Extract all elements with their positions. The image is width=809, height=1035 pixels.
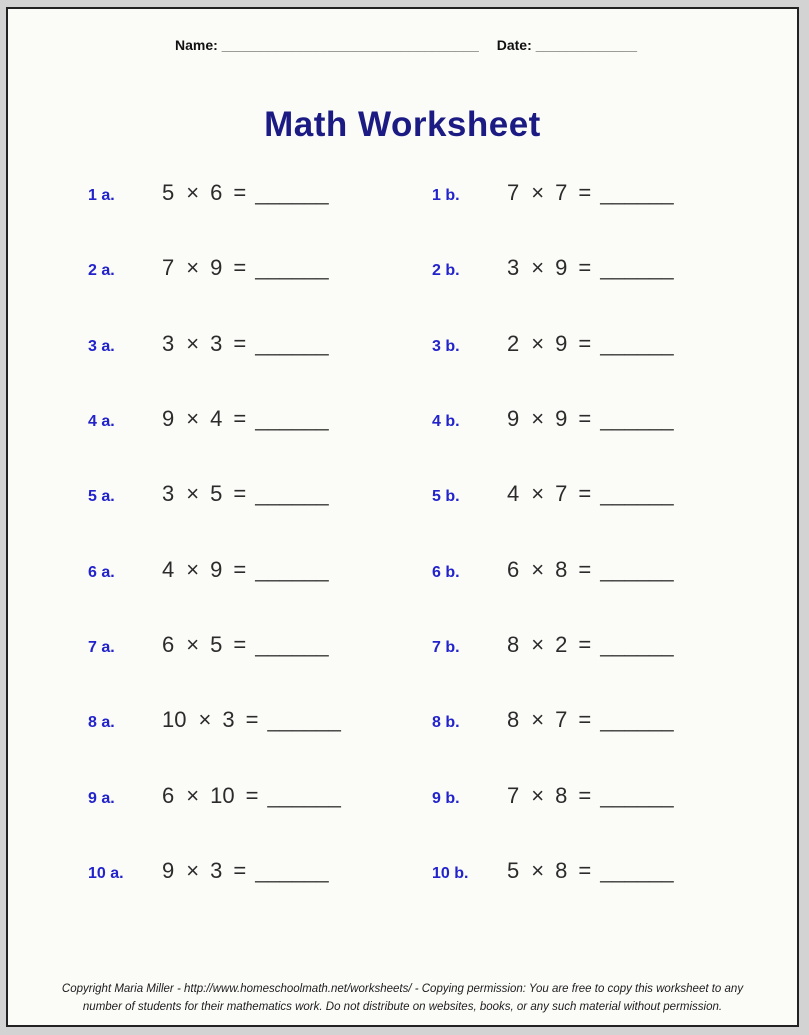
factor-2: 9 <box>555 331 568 356</box>
answer-blank: ______ <box>255 481 329 506</box>
times-sign: × <box>186 255 200 280</box>
answer-blank: ______ <box>600 180 674 205</box>
problem-row <box>8 481 797 511</box>
answer-blank: ______ <box>600 481 674 506</box>
times-sign: × <box>186 331 200 356</box>
factor-2: 8 <box>555 557 568 582</box>
equals-sign: = <box>233 180 247 205</box>
problem-number: 2 b. <box>432 262 460 279</box>
page-title: Math Worksheet <box>264 105 541 144</box>
equals-sign: = <box>233 331 247 356</box>
answer-blank: ______ <box>267 783 341 808</box>
answer-blank: ______ <box>600 783 674 808</box>
factor-2: 7 <box>555 180 568 205</box>
problem-number: 7 b. <box>432 639 460 656</box>
problem-5b <box>432 481 674 507</box>
problem-expression <box>507 783 674 809</box>
answer-blank: ______ <box>255 180 329 205</box>
problem-9b <box>432 783 674 809</box>
factor-1: 8 <box>507 632 520 657</box>
name-date-header <box>175 37 637 53</box>
factor-1: 7 <box>162 255 175 280</box>
problem-expression <box>507 180 674 206</box>
problem-number: 4 a. <box>88 413 115 430</box>
answer-blank: ______ <box>255 632 329 657</box>
equals-sign: = <box>233 557 247 582</box>
times-sign: × <box>186 557 200 582</box>
problem-number: 9 a. <box>88 790 115 807</box>
problem-expression <box>507 481 674 507</box>
equals-sign: = <box>578 707 592 732</box>
factor-2: 9 <box>555 255 568 280</box>
problem-5a <box>88 481 329 507</box>
problem-number: 10 a. <box>88 865 124 882</box>
problem-number: 4 b. <box>432 413 460 430</box>
times-sign: × <box>186 783 200 808</box>
answer-blank: ______ <box>600 406 674 431</box>
name-label: Name: <box>175 37 218 53</box>
equals-sign: = <box>245 707 259 732</box>
factor-1: 3 <box>507 255 520 280</box>
times-sign: × <box>531 783 545 808</box>
problem-number: 8 a. <box>88 714 115 731</box>
equals-sign: = <box>578 858 592 883</box>
problem-expression <box>162 331 329 357</box>
times-sign: × <box>531 707 545 732</box>
equals-sign: = <box>578 331 592 356</box>
factor-2: 4 <box>210 406 223 431</box>
factor-2: 7 <box>555 481 568 506</box>
problem-6b <box>432 557 674 583</box>
factor-1: 6 <box>507 557 520 582</box>
times-sign: × <box>198 707 212 732</box>
copyright-line-1: Copyright Maria Miller - http://www.homeschoolmath.net/worksheets/ - Copying permission: You are free to copy this worksheet to any <box>61 983 744 995</box>
factor-1: 6 <box>162 632 175 657</box>
problem-expression <box>507 858 674 884</box>
problem-8a <box>88 707 341 733</box>
times-sign: × <box>186 632 200 657</box>
factor-1: 5 <box>507 858 520 883</box>
factor-1: 9 <box>162 406 175 431</box>
problem-expression <box>162 180 329 206</box>
answer-blank: ______ <box>600 255 674 280</box>
times-sign: × <box>531 557 545 582</box>
problem-row <box>8 783 797 813</box>
factor-2: 3 <box>210 331 223 356</box>
problem-6a <box>88 557 329 583</box>
equals-sign: = <box>578 632 592 657</box>
problem-3a <box>88 331 329 357</box>
answer-blank: ______ <box>600 557 674 582</box>
factor-2: 5 <box>210 481 223 506</box>
answer-blank: ______ <box>255 331 329 356</box>
times-sign: × <box>186 481 200 506</box>
equals-sign: = <box>578 557 592 582</box>
answer-blank: ______ <box>255 255 329 280</box>
date-blank-line: _____________ <box>535 37 637 53</box>
problem-number: 5 b. <box>432 488 460 505</box>
problem-2a <box>88 255 329 281</box>
problem-4b <box>432 406 674 432</box>
answer-blank: ______ <box>255 858 329 883</box>
answer-blank: ______ <box>255 557 329 582</box>
factor-1: 8 <box>507 707 520 732</box>
factor-1: 7 <box>507 180 520 205</box>
times-sign: × <box>531 481 545 506</box>
factor-1: 6 <box>162 783 175 808</box>
problem-number: 10 b. <box>432 865 469 882</box>
answer-blank: ______ <box>600 632 674 657</box>
times-sign: × <box>186 406 200 431</box>
problem-expression <box>162 632 329 658</box>
times-sign: × <box>531 858 545 883</box>
equals-sign: = <box>578 255 592 280</box>
problem-row <box>8 632 797 662</box>
factor-2: 9 <box>210 255 223 280</box>
problem-row <box>8 331 797 361</box>
problem-2b <box>432 255 674 281</box>
factor-1: 4 <box>162 557 175 582</box>
problem-row <box>8 858 797 888</box>
problem-number: 9 b. <box>432 790 460 807</box>
problem-1b <box>432 180 674 206</box>
factor-1: 9 <box>507 406 520 431</box>
problem-expression <box>162 858 329 884</box>
answer-blank: ______ <box>600 331 674 356</box>
problem-expression <box>507 255 674 281</box>
factor-2: 8 <box>555 783 568 808</box>
problem-3b <box>432 331 674 357</box>
equals-sign: = <box>578 180 592 205</box>
problem-expression <box>507 557 674 583</box>
problem-number: 1 b. <box>432 187 460 204</box>
problem-row <box>8 180 797 210</box>
times-sign: × <box>531 180 545 205</box>
problem-expression <box>162 255 329 281</box>
problem-expression <box>162 707 341 733</box>
problem-7b <box>432 632 674 658</box>
problem-number: 6 a. <box>88 564 115 581</box>
worksheet-page <box>6 7 799 1027</box>
problem-number: 2 a. <box>88 262 115 279</box>
problem-1a <box>88 180 329 206</box>
problem-expression <box>162 557 329 583</box>
problem-number: 6 b. <box>432 564 460 581</box>
problem-number: 8 b. <box>432 714 460 731</box>
problem-number: 3 b. <box>432 338 460 355</box>
factor-2: 9 <box>210 557 223 582</box>
copyright-line-2: number of students for their mathematics work. Do not distribute on websites, books, or any such material without permission. <box>82 1001 723 1013</box>
equals-sign: = <box>245 783 259 808</box>
times-sign: × <box>531 406 545 431</box>
date-label: Date: <box>496 37 532 53</box>
problem-row <box>8 406 797 436</box>
problem-expression <box>507 632 674 658</box>
problem-expression <box>162 783 341 809</box>
factor-2: 3 <box>222 707 235 732</box>
times-sign: × <box>186 180 200 205</box>
times-sign: × <box>186 858 200 883</box>
problem-9a <box>88 783 341 809</box>
factor-2: 8 <box>555 858 568 883</box>
equals-sign: = <box>233 632 247 657</box>
name-blank-line: _________________________________ <box>221 37 479 53</box>
copyright-footer <box>8 980 797 1016</box>
problem-row <box>8 255 797 285</box>
problem-7a <box>88 632 329 658</box>
factor-2: 9 <box>555 406 568 431</box>
factor-1: 7 <box>507 783 520 808</box>
problem-expression <box>507 707 674 733</box>
problem-10a <box>88 858 329 884</box>
factor-1: 10 <box>162 707 187 732</box>
times-sign: × <box>531 331 545 356</box>
factor-1: 4 <box>507 481 520 506</box>
problem-number: 5 a. <box>88 488 115 505</box>
times-sign: × <box>531 255 545 280</box>
problem-expression <box>162 406 329 432</box>
equals-sign: = <box>233 255 247 280</box>
equals-sign: = <box>578 783 592 808</box>
factor-2: 2 <box>555 632 568 657</box>
factor-2: 3 <box>210 858 223 883</box>
problem-expression <box>507 331 674 357</box>
factor-1: 3 <box>162 331 175 356</box>
times-sign: × <box>531 632 545 657</box>
problem-number: 3 a. <box>88 338 115 355</box>
factor-2: 10 <box>210 783 235 808</box>
factor-1: 5 <box>162 180 175 205</box>
factor-2: 6 <box>210 180 223 205</box>
equals-sign: = <box>233 858 247 883</box>
factor-2: 7 <box>555 707 568 732</box>
factor-1: 3 <box>162 481 175 506</box>
problem-number: 7 a. <box>88 639 115 656</box>
problem-number: 1 a. <box>88 187 115 204</box>
answer-blank: ______ <box>267 707 341 732</box>
answer-blank: ______ <box>600 707 674 732</box>
factor-2: 5 <box>210 632 223 657</box>
answer-blank: ______ <box>255 406 329 431</box>
problem-expression <box>507 406 674 432</box>
answer-blank: ______ <box>600 858 674 883</box>
problem-8b <box>432 707 674 733</box>
factor-1: 9 <box>162 858 175 883</box>
equals-sign: = <box>233 406 247 431</box>
problem-4a <box>88 406 329 432</box>
equals-sign: = <box>578 406 592 431</box>
equals-sign: = <box>233 481 247 506</box>
equals-sign: = <box>578 481 592 506</box>
problem-10b <box>432 858 674 884</box>
problem-expression <box>162 481 329 507</box>
problem-row <box>8 707 797 737</box>
factor-1: 2 <box>507 331 520 356</box>
problem-row <box>8 557 797 587</box>
